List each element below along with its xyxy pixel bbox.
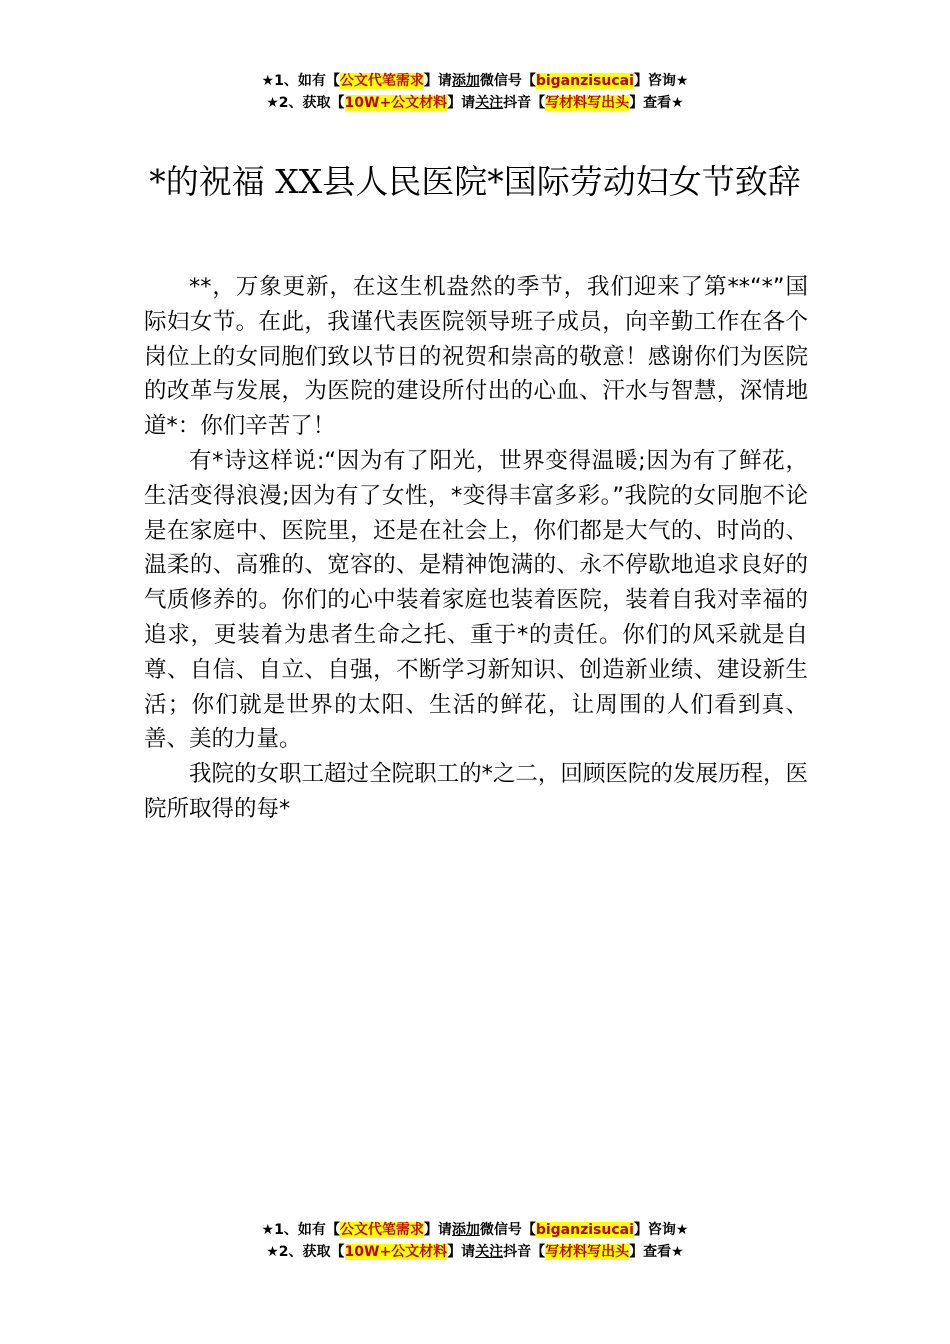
banner-highlight-wechat-id: biganzisucai	[535, 1222, 634, 1238]
banner-line-1: ★1、如有【公文代笔需求】请添加微信号【biganzisucai】咨询★	[261, 1222, 689, 1238]
banner-highlight-service: 公文代笔需求	[339, 73, 424, 89]
banner-highlight-materials: 10W+公文材料	[344, 95, 448, 111]
paragraph: **，万象更新，在这生机盎然的季节，我们迎来了第**“*”国际妇女节。在此，我谨代表医院领导班子成员，向辛勤工作在各个岗位上的女同胞们致以节日的祝贺和崇高的敬意！感谢你们为医院的改革与发展，为医院的建设所付出的心血、汗水与智慧，深情地道*：你们辛苦了！	[144, 274, 808, 440]
banner-line-2: ★2、获取【10W+公文材料】请关注抖音【写材料写出头】查看★	[266, 1244, 684, 1260]
document-body	[144, 270, 808, 827]
banner-highlight-materials: 10W+公文材料	[344, 1244, 448, 1260]
paragraph: 有*诗这样说:“因为有了阳光，世界变得温暖;因为有了鲜花，生活变得浪漫;因为有了女性，*变得丰富多彩。”我院的女同胞不论是在家庭中、医院里，还是在社会上，你们都是大气的、时尚的、温柔的、高雅的、宽容的、是精神饱满的、永不停歇地追求良好的气质修养的。你们的心中装着家庭也装着医院，装着自我对幸福的追求，更装着为患者生命之托、重于*的责任。你们的风采就是自尊、自信、自立、自强，不断学习新知识、创造新业绩、建设新生活；你们就是世界的太阳、生活的鲜花，让周围的人们看到真、善、美的力量。	[144, 447, 808, 753]
document-title: *的祝福 XX县人民医院*国际劳动妇女节致辞	[149, 162, 801, 201]
banner-line-2: ★2、获取【10W+公文材料】请关注抖音【写材料写出头】查看★	[266, 95, 684, 111]
banner-highlight-wechat-id: biganzisucai	[535, 73, 634, 89]
banner-highlight-douyin-account: 写材料写出头	[545, 1244, 630, 1260]
paragraph: 我院的女职工超过全院职工的*之二，回顾医院的发展历程，医院所取得的每*	[144, 761, 808, 822]
banner-highlight-douyin-account: 写材料写出头	[545, 95, 630, 111]
banner-highlight-service: 公文代笔需求	[339, 1222, 424, 1238]
banner-line-1: ★1、如有【公文代笔需求】请添加微信号【biganzisucai】咨询★	[261, 73, 689, 89]
header-banner	[0, 70, 950, 114]
footer-banner	[0, 1219, 950, 1263]
